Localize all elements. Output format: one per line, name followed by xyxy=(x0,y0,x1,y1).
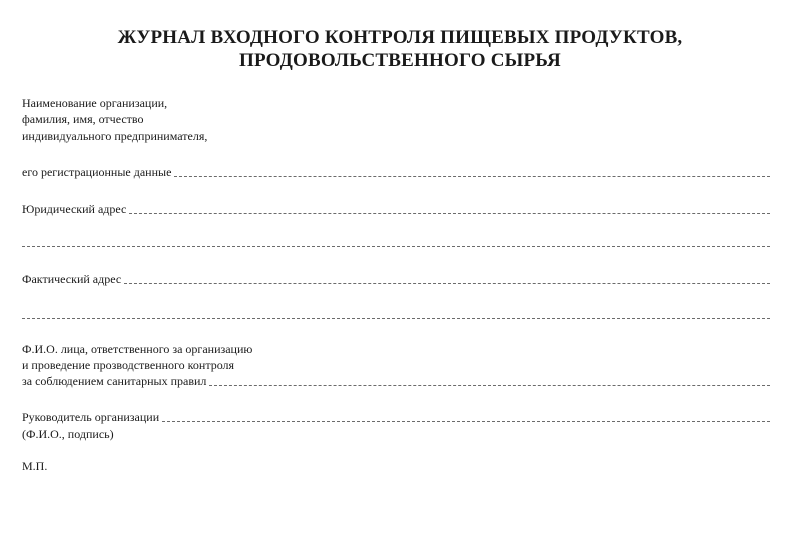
responsible-row xyxy=(22,374,770,388)
org-name-label-line-2: фамилия, имя, отчество xyxy=(22,112,144,126)
head-signature-note: (Ф.И.О., подпись) xyxy=(22,427,114,441)
responsible-label-line-2: и проведение прозводственного контроля xyxy=(22,358,235,372)
responsible-fill-line[interactable] xyxy=(209,375,770,386)
org-name-label-line-3: индивидуального предпринимателя, xyxy=(22,129,208,143)
legal-address-fill-line-2[interactable] xyxy=(22,246,770,247)
actual-address-fill-line[interactable] xyxy=(124,273,770,284)
registration-fill-line[interactable] xyxy=(174,166,770,177)
registration-row xyxy=(22,165,770,179)
registration-label: его регистрационные данные xyxy=(22,165,172,179)
head-fill-line[interactable] xyxy=(162,411,770,422)
legal-address-fill-line[interactable] xyxy=(129,203,770,214)
actual-address-fill-line-2[interactable] xyxy=(22,318,770,319)
head-row xyxy=(22,410,770,424)
responsible-label-line-3: за соблюдением санитарных правил xyxy=(22,374,207,388)
head-label: Руководитель организации xyxy=(22,410,160,424)
document-title-line-1: ЖУРНАЛ ВХОДНОГО КОНТРОЛЯ ПИЩЕВЫХ ПРОДУКТОВ, xyxy=(117,27,683,48)
actual-address-label: Фактический адрес xyxy=(22,272,122,286)
responsible-label-line-1: Ф.И.О. лица, ответственного за организацию xyxy=(22,342,253,356)
legal-address-row xyxy=(22,202,770,216)
legal-address-label: Юридический адрес xyxy=(22,202,127,216)
document-title-line-2: ПРОДОВОЛЬСТВЕННОГО СЫРЬЯ xyxy=(239,50,561,71)
org-name-label-line-1: Наименование организации, xyxy=(22,96,168,110)
stamp-label: М.П. xyxy=(22,459,48,473)
actual-address-row xyxy=(22,272,770,286)
